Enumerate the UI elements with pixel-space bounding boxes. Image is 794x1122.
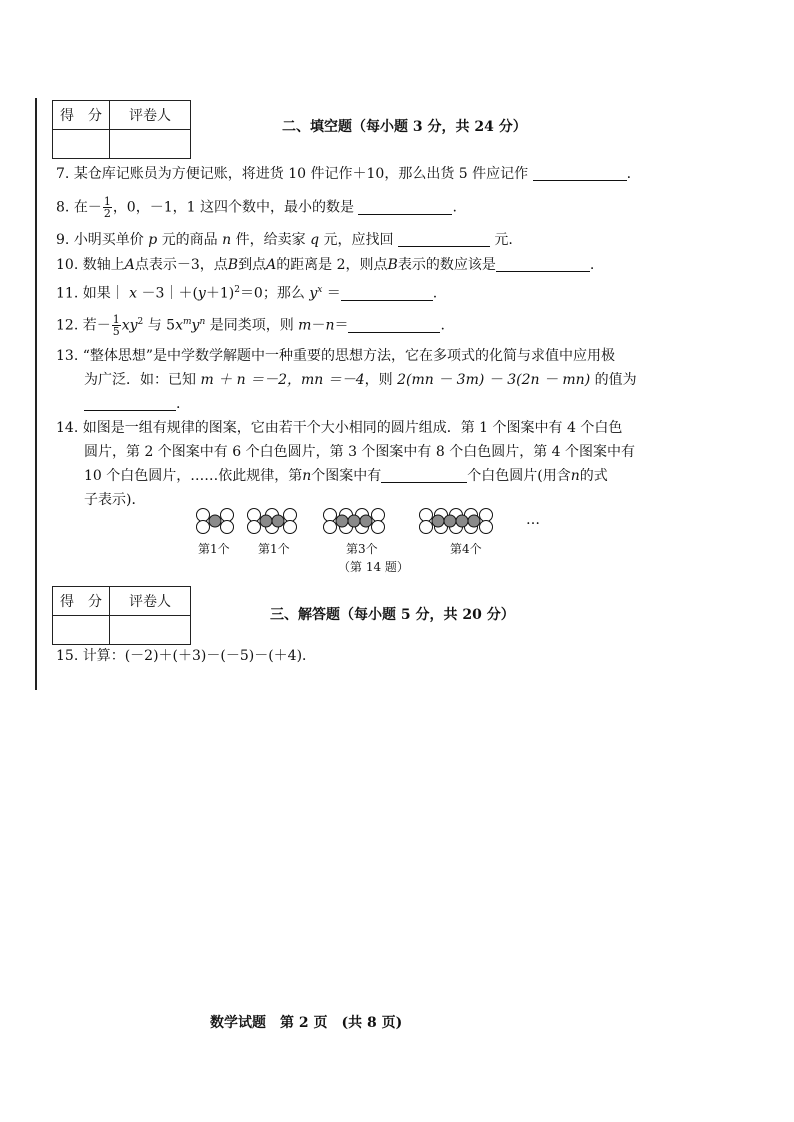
question-8: 8. 在－ $\frac{1}{2}$ ，0，－1，1 这四个数中，最小的数是 . [56, 195, 457, 220]
score-table-section-2 [52, 100, 191, 159]
white-disc [324, 521, 337, 534]
question-9: 9. 小明买单价 p 元的商品 n 件，给卖家 q 元，应找回 元. [56, 232, 513, 248]
figure-label-1: 第1个 [198, 542, 230, 556]
white-disc [248, 509, 261, 522]
score-cell [53, 616, 110, 645]
grader-header: 评卷人 [110, 101, 191, 130]
white-disc [356, 509, 369, 522]
fraction-one-fifth: $\frac{1}{5}$ [112, 313, 120, 339]
question-10: 10. 数轴上A点表示－3，点B到点A的距离是 2，则点B表示的数应该是 . [56, 257, 595, 273]
grader-header: 评卷人 [110, 587, 191, 616]
white-disc [435, 509, 448, 522]
white-disc [372, 509, 385, 522]
gray-disc [260, 515, 272, 527]
white-disc [465, 521, 478, 534]
question-14-line-2: 圆片，第 2 个图案中有 6 个白色圆片，第 3 个图案中有 8 个白色圆片，第 4 个图案中有 [84, 444, 636, 460]
answer-blank[interactable] [348, 316, 440, 333]
white-disc [266, 521, 279, 534]
white-disc [450, 509, 463, 522]
white-disc [356, 521, 369, 534]
question-number: 15. [56, 648, 79, 664]
white-disc [450, 521, 463, 534]
white-disc [480, 521, 493, 534]
question-7: 7. 某仓库记账员为方便记账，将进货 10 件记作＋10，那么出货 5 件应记作 . [56, 166, 632, 182]
question-number: 7. [56, 166, 70, 182]
white-disc [221, 509, 234, 522]
figure-caption: （第 14 题） [338, 560, 409, 574]
section-title-fill-in: 二、填空题（每小题 3 分，共 24 分） [282, 119, 527, 135]
answer-blank[interactable] [398, 230, 490, 247]
white-disc [248, 521, 261, 534]
answer-blank[interactable] [358, 198, 452, 215]
answer-blank[interactable] [496, 255, 590, 272]
grader-cell [110, 130, 191, 159]
margin-rule [35, 98, 37, 690]
section-title-solve: 三、解答题（每小题 5 分，共 20 分） [270, 607, 515, 623]
score-header: 得 分 [53, 587, 110, 616]
question-14-line-4: 子表示)． [84, 492, 146, 508]
gray-disc [456, 515, 468, 527]
gray-disc [272, 515, 284, 527]
question-13: 13. “整体思想”是中学数学解题中一种重要的思想方法，它在多项式的化简与求值中应用极 [56, 348, 616, 364]
score-cell [53, 130, 110, 159]
grader-cell [110, 616, 191, 645]
white-disc [480, 509, 493, 522]
question-15: 15. 计算：(－2)＋(＋3)－(－5)－(＋4)． [56, 648, 317, 664]
question-number: 12. [56, 317, 79, 334]
gray-disc [468, 515, 480, 527]
gray-disc [432, 515, 444, 527]
question-13-line-2: 为广泛．如：已知 m ＋ n ＝－2，mn ＝－4，则 2(mn － 3m) － 3(2n － mn) 的值为 [84, 372, 637, 388]
answer-blank[interactable] [84, 394, 176, 411]
white-disc [420, 521, 433, 534]
figure-ellipsis: … [526, 512, 540, 528]
gray-disc [348, 515, 360, 527]
white-disc [197, 521, 210, 534]
answer-blank[interactable] [381, 466, 467, 483]
question-14: 14. 如图是一组有规律的图案，它由若干个大小相同的圆片组成．第 1 个图案中有 4 个白色 [56, 420, 623, 436]
answer-blank[interactable] [533, 164, 627, 181]
figure-label-3: 第3个 [346, 542, 378, 556]
gray-disc [360, 515, 372, 527]
white-disc [420, 509, 433, 522]
white-disc [266, 509, 279, 522]
white-disc [340, 509, 353, 522]
figure-label-2: 第1个 [258, 542, 290, 556]
question-number: 9. [56, 232, 70, 248]
white-disc [324, 509, 337, 522]
white-disc [340, 521, 353, 534]
fraction-one-half: $\frac{1}{2}$ [103, 195, 111, 220]
white-disc [372, 521, 385, 534]
question-text: 某仓库记账员为方便记账，将进货 10 件记作＋10，那么出货 5 件应记作 [73, 166, 529, 182]
gray-disc [209, 515, 221, 527]
score-header: 得 分 [53, 101, 110, 130]
question-number: 8. [56, 199, 70, 216]
question-14-line-3: 10 个白色圆片，……依此规律，第n个图案中有 个白色圆片(用含n的式 [84, 468, 608, 484]
question-12: 12. 若－ $\frac{1}{5}$ $xy^2$ 与 $5x^my^n$ 是同类项，则 m－n＝ . [56, 313, 445, 339]
question-number: 14. [56, 420, 79, 436]
white-disc [284, 509, 297, 522]
white-disc [435, 521, 448, 534]
question-11: 11. 如果｜ $x -3|+(y+1)^2=0$；那么 $y^x$ ＝ . [56, 285, 438, 302]
page-footer: 数学试题 第 2 页 (共 8 页) [210, 1015, 403, 1031]
question-number: 11. [56, 285, 79, 302]
gray-disc [336, 515, 348, 527]
question-number: 13. [56, 348, 79, 364]
gray-disc [444, 515, 456, 527]
score-table-section-3 [52, 586, 191, 645]
white-disc [465, 509, 478, 522]
white-disc [197, 509, 210, 522]
question-13-line-3: . [84, 394, 180, 414]
figure-label-4: 第4个 [450, 542, 482, 556]
white-disc [284, 521, 297, 534]
white-disc [221, 521, 234, 534]
question-number: 10. [56, 257, 79, 273]
answer-blank[interactable] [341, 284, 433, 301]
